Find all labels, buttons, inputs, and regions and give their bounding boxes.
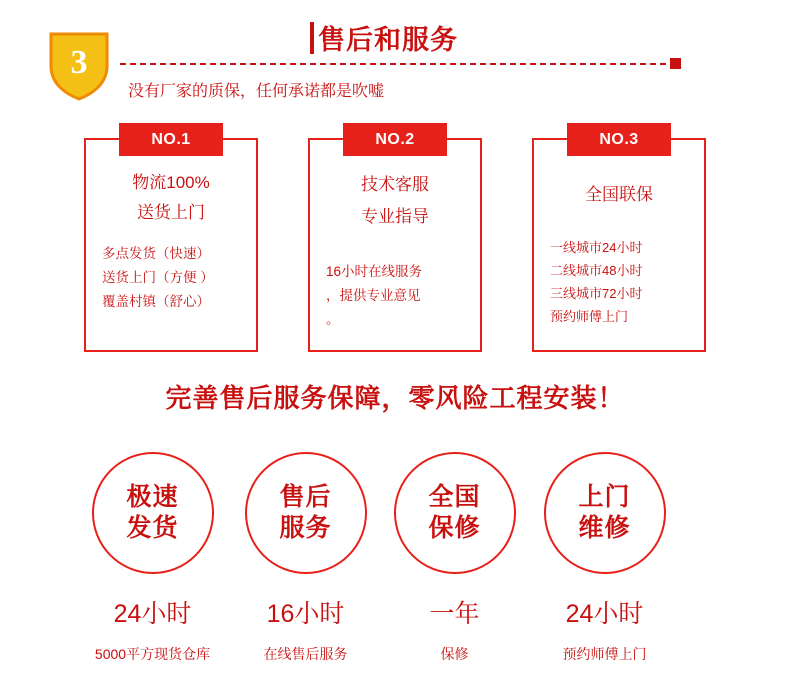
circle-outline-4	[544, 452, 666, 574]
title-block	[120, 18, 740, 100]
service-circle-3	[382, 452, 527, 664]
circle-main-1: 24小时	[113, 600, 192, 628]
box-heading-1-line2: 送货上门	[137, 203, 205, 222]
box-body-3-line1: 一线城市24小时	[550, 240, 643, 255]
box-body-1-line2: 送货上门（方便 ）	[102, 270, 214, 285]
box-body-2-line2: ，提供专业意见	[326, 288, 421, 303]
box-heading-2-line1: 技术客服	[361, 175, 429, 194]
feature-boxes	[0, 120, 790, 360]
feature-box-3	[532, 131, 706, 352]
service-circle-4	[532, 452, 677, 664]
circle-label-2-line1: 售后	[279, 483, 332, 511]
box-content-3	[534, 168, 704, 328]
box-body-2	[310, 260, 480, 332]
box-body-1-line3: 覆盖村镇（舒心）	[102, 294, 210, 309]
slogan-text: 完善售后服务保障，零风险工程安装！	[165, 383, 625, 413]
circle-label-3	[428, 482, 480, 544]
box-tag-3: NO.3	[567, 123, 671, 156]
circle-label-4	[578, 482, 630, 544]
circle-outline-3	[394, 452, 516, 574]
circle-label-2	[279, 482, 331, 544]
box-heading-3-line1: 全国联保	[585, 185, 653, 204]
box-heading-2-line2: 专业指导	[361, 207, 429, 226]
page-title: 售后和服务	[318, 25, 458, 55]
circle-sub-2: 在线售后服务	[263, 646, 348, 662]
box-body-1	[86, 242, 256, 314]
box-body-2-line3: 。	[326, 312, 340, 327]
divider-end-square	[670, 58, 681, 69]
box-tag-1: NO.1	[119, 123, 223, 156]
circle-label-4-line2: 维修	[578, 514, 631, 542]
circle-sub-1: 5000平方现货仓库	[94, 646, 211, 662]
circle-main-2: 16小时	[266, 600, 345, 628]
title-row	[120, 18, 740, 60]
box-content-2	[310, 168, 480, 332]
circle-main-4: 24小时	[565, 600, 644, 628]
service-circles	[0, 452, 790, 682]
box-heading-1-line1: 物流100%	[132, 173, 210, 192]
box-body-2-line1: 16小时在线服务	[326, 264, 423, 279]
box-body-3-line2: 二线城市48小时	[550, 263, 643, 278]
circle-outline-1	[92, 452, 214, 574]
badge-number: 3	[70, 44, 88, 81]
box-body-3-line3: 三线城市72小时	[550, 286, 643, 301]
service-circle-1	[80, 452, 225, 664]
dashed-divider	[120, 63, 676, 65]
box-body-1-line1: 多点发货（快速）	[102, 246, 210, 261]
circle-label-1-line1: 极速	[126, 483, 179, 511]
circle-label-4-line1: 上门	[578, 483, 631, 511]
box-tag-2: NO.2	[343, 123, 447, 156]
circle-label-1	[126, 482, 178, 544]
circle-label-3-line1: 全国	[428, 483, 481, 511]
header-section	[0, 0, 790, 115]
circle-sub-3: 保修	[440, 646, 469, 662]
box-body-3	[534, 236, 704, 328]
circle-label-1-line2: 发货	[126, 514, 179, 542]
circle-main-3: 一年	[429, 600, 480, 628]
circle-outline-2	[245, 452, 367, 574]
feature-box-1	[84, 131, 258, 352]
page-subtitle: 没有厂家的质保，任何承诺都是吹嘘	[128, 83, 385, 100]
circle-label-3-line2: 保修	[428, 514, 481, 542]
shield-icon	[48, 30, 110, 102]
box-content-1	[86, 168, 256, 314]
circle-sub-4: 预约师傅上门	[562, 646, 647, 662]
feature-box-2	[308, 131, 482, 352]
box-body-3-line4: 预约师傅上门	[550, 309, 629, 324]
circle-label-2-line2: 服务	[279, 514, 332, 542]
service-circle-2	[233, 452, 378, 664]
title-accent-bar	[310, 22, 314, 54]
